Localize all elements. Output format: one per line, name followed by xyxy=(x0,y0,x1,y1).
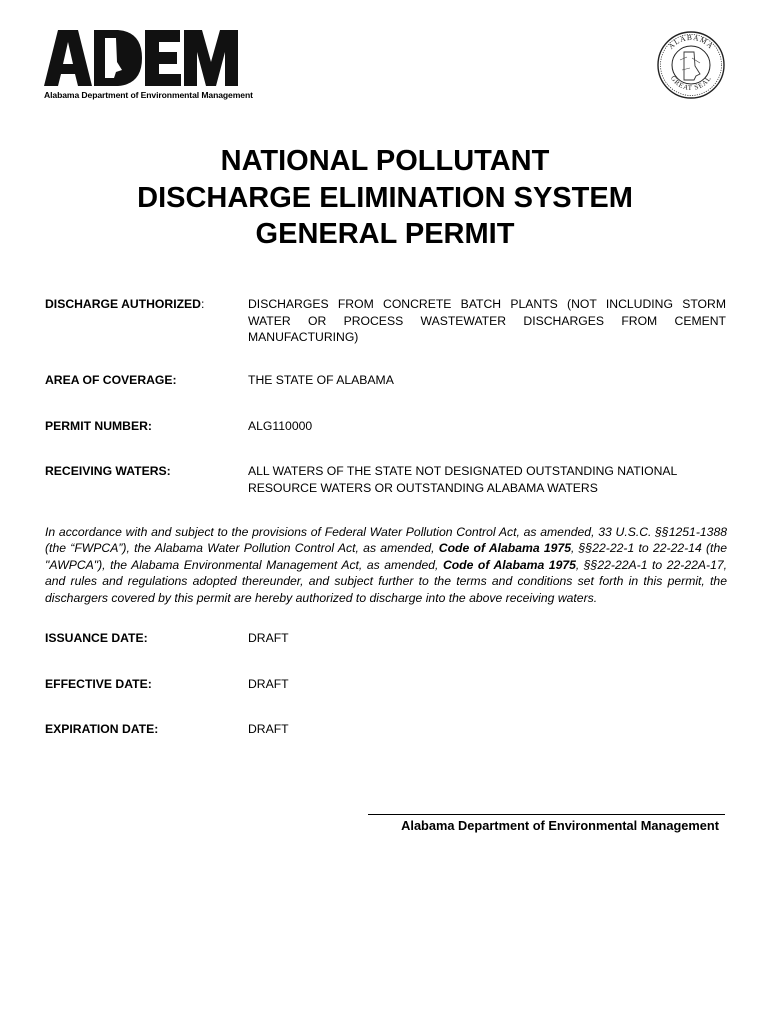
issuance-date-value: DRAFT xyxy=(248,631,289,645)
area-of-coverage-label: AREA OF COVERAGE: xyxy=(45,373,177,387)
adem-logo xyxy=(44,28,253,100)
signature-line xyxy=(368,814,725,815)
permit-number-label: PERMIT NUMBER: xyxy=(45,419,152,433)
signature-agency: Alabama Department of Environmental Management xyxy=(401,818,719,833)
receiving-waters-value-line-1: ALL WATERS OF THE STATE NOT DESIGNATED OUTSTANDING NATIONAL xyxy=(248,464,678,478)
paragraph-code-ref-2: Code of Alabama 1975 xyxy=(442,557,576,572)
discharge-authorized-label: DISCHARGE AUTHORIZED xyxy=(45,297,201,311)
receiving-waters-value-line-2: RESOURCE WATERS OR OUTSTANDING ALABAMA WATERS xyxy=(248,480,598,495)
discharge-authorized-colon: : xyxy=(200,297,205,311)
seal-text-bottom: GREAT SEAL xyxy=(668,74,714,93)
adem-logo-graphic xyxy=(44,28,240,90)
svg-text:ALABAMA xyxy=(666,33,715,51)
receiving-waters-label: RECEIVING WATERS: xyxy=(45,464,171,478)
receiving-waters-value xyxy=(248,463,726,496)
expiration-date-label: EXPIRATION DATE: xyxy=(45,722,159,736)
paragraph-text-2: , §§22-22-1 to 22-22-14 (the "AWPCA"), the Alabama Environmental Management Act, as amended, xyxy=(45,541,728,572)
paragraph-text-1: In accordance with and subject to the provisions of Federal Water Pollution Control Act, as amended, 33 U.S.C. §§1251-1388 (the “FWPCA”), the Alabama Water Pollution Control Act, as amended, xyxy=(45,525,727,556)
paragraph-code-ref-1: Code of Alabama 1975 xyxy=(438,541,572,556)
area-of-coverage-value: THE STATE OF ALABAMA xyxy=(248,373,394,387)
issuance-date-label: ISSUANCE DATE: xyxy=(45,631,148,645)
paragraph-text-3: , §§22-22A-1 to 22-22A-17, and rules and regulations adopted thereunder, and subject further to the terms and conditions set forth in this permit, the dischargers covered by this permit are hereby authorized to discharge into the above receiving waters. xyxy=(45,557,728,605)
authorization-paragraph xyxy=(45,524,727,606)
field-label xyxy=(45,296,245,313)
svg-text:GREAT SEAL xyxy=(669,74,713,92)
discharge-authorized-value: DISCHARGES FROM CONCRETE BATCH PLANTS (NOT INCLUDING STORM WATER OR PROCESS WASTEWATER DISCHARGES FROM CEMENT MANUFACTURING) xyxy=(248,297,726,344)
title-line-3: GENERAL PERMIT xyxy=(255,218,515,250)
title-line-1: NATIONAL POLLUTANT xyxy=(220,145,550,177)
logo-subtitle: Alabama Department of Environmental Management xyxy=(44,90,253,100)
alabama-seal-icon xyxy=(656,30,726,100)
permit-number-value: ALG110000 xyxy=(248,419,313,433)
expiration-date-value: DRAFT xyxy=(248,722,289,736)
seal-text-top: ALABAMA xyxy=(666,32,716,51)
effective-date-value: DRAFT xyxy=(248,677,289,691)
title-line-2: DISCHARGE ELIMINATION SYSTEM xyxy=(137,181,633,214)
page-title xyxy=(0,143,770,253)
effective-date-label: EFFECTIVE DATE: xyxy=(45,677,152,691)
